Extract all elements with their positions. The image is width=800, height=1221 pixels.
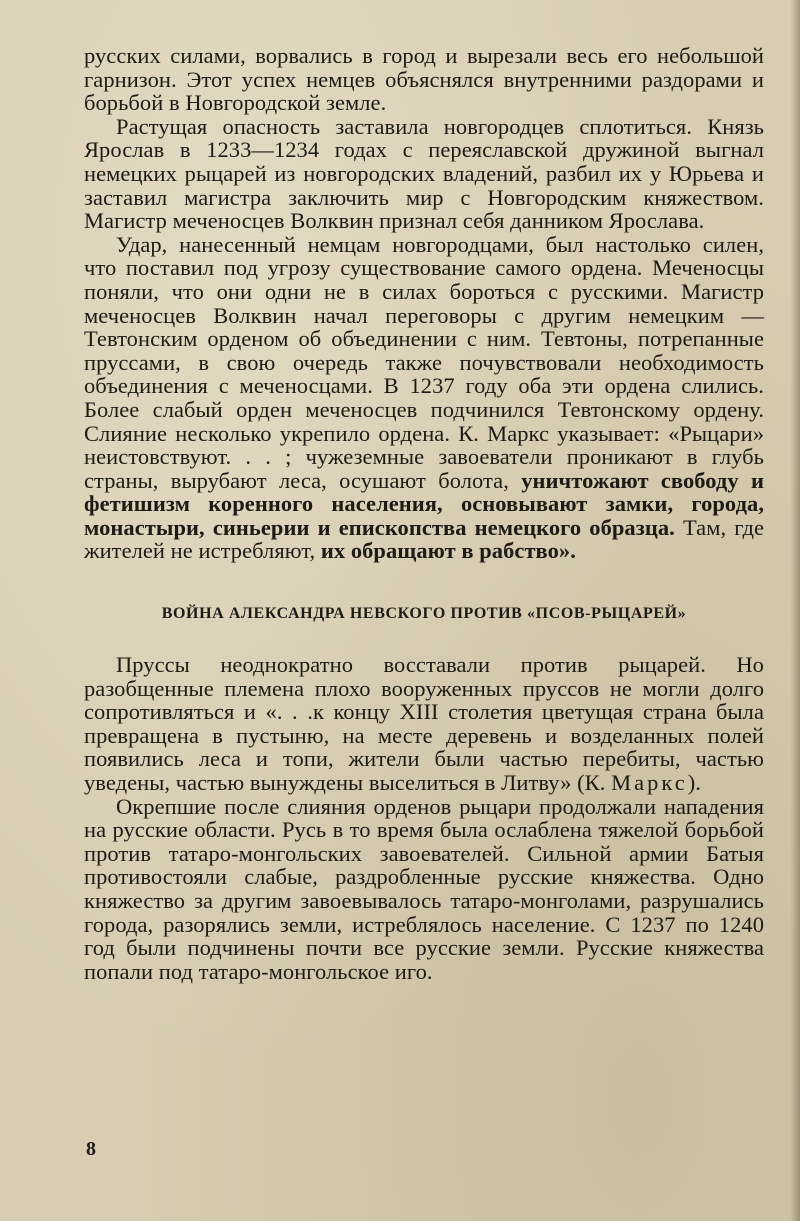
page-number: 8 (86, 1138, 96, 1160)
book-page (84, 44, 764, 983)
text-segment: Пруссы неоднократно восставали против рыцарей. Но разобщенные племена плохо вооруженных пруссов не могли долго сопротивляться и «. . .к концу XIII столетия цветущая страна была превращена в пустыню, на месте деревень и возделанных полей появились леса и топи, жители были частью перебиты, частью уведены, частью вынуждены выселиться в Литву» (К. (84, 652, 764, 796)
section-heading: ВОЙНА АЛЕКСАНДРА НЕВСКОГО ПРОТИВ «ПСОВ-РЫЦАРЕЙ» (161, 605, 687, 623)
text-segment: Удар, нанесенный немцам новгородцами, был настолько силен, что поставил под угрозу существование самого ордена. Меченосцы поняли, что они одни не в силах бороться с русскими. Магистр меченосцев Волквин начал переговоры с другим немецким — Тевтонским орденом об объединении с ним. Тевтоны, потрепанные пруссами, в свою очередь также почувствовали необходимость объединения с меченосцами. В 1237 году оба эти ордена слились. Более слабый орден меченосцев подчинился Тевтонскому ордену. Слияние несколько укрепило ордена. К. Маркс указывает: «Рыцари» неистовствуют. . . ; чужеземные завоеватели проникают в глубь страны, вырубают леса, осушают болота, (84, 231, 764, 493)
paragraph (84, 115, 764, 233)
text-block-bottom (84, 653, 764, 983)
page-edge-shadow (790, 0, 800, 1221)
paragraph (84, 653, 764, 795)
text-segment: ). (687, 770, 701, 796)
text-segment: Растущая опасность заставила новгородцев сплотиться. Князь Ярослав в 1233—1234 годах с переяславской дружиной выгнал немецких рыцарей из новгородских владений, разбил их у Юрьева и заставил магистра заключить мир с Новгородским княжеством. Магистр меченосцев Волквин признал себя данником Ярослава. (84, 113, 764, 234)
bold-text-segment: их обращают в рабство». (320, 538, 576, 564)
text-block-top (84, 44, 764, 563)
bold-text-segment: уничтожают свободу и фетишизм коренного населения, основывают замки, города, монастыри, синьерии и епископства немецкого образца. (84, 467, 764, 540)
text-segment: русских силами, ворвались в город и вырезали весь его небольшой гарнизон. Этот успех немцев объяснялся внутренними раздорами и борьбой в Новгородской земле. (84, 43, 764, 116)
text-segment: Маркс (611, 770, 688, 796)
text-segment: Там, где жителей не истребляют, (84, 514, 764, 564)
paragraph (84, 795, 764, 984)
paragraph (84, 233, 764, 563)
text-segment: Окрепшие после слияния орденов рыцари продолжали нападения на русские области. Русь в то время была ослаблена тяжелой борьбой против татаро-монгольских завоевателей. Сильной армии Батыя противостояли слабые, раздробленные русские княжества. Одно княжество за другим завоевывалось татаро-монголами, разрушались города, разорялись земли, истреблялось население. С 1237 по 1240 год были подчинены почти все русские земли. Русские княжества попали под татаро-монгольское иго. (84, 793, 764, 984)
paragraph (84, 44, 764, 115)
